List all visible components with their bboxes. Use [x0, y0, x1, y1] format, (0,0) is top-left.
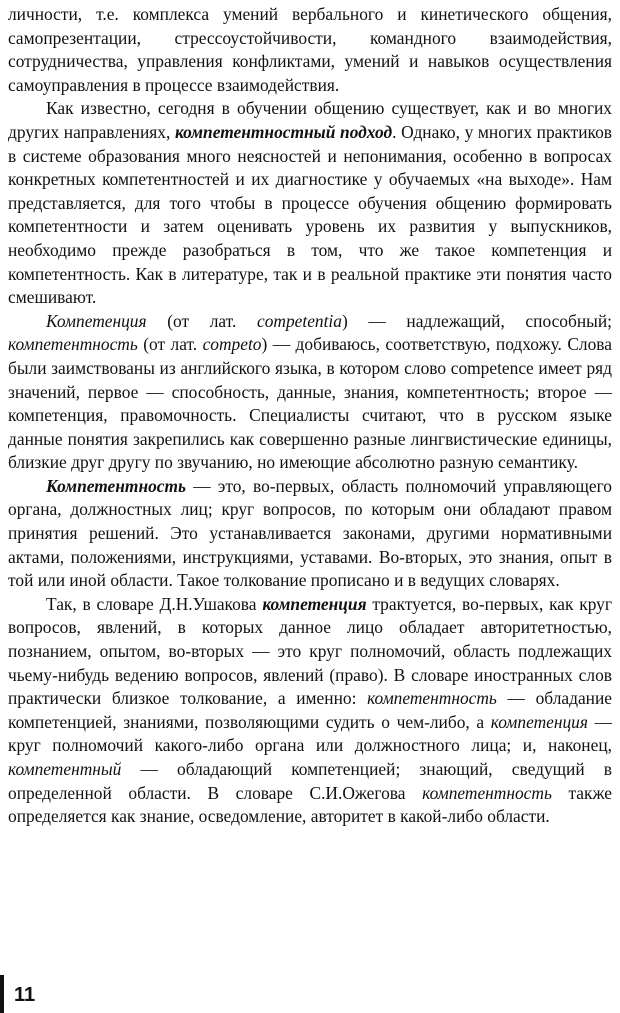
italic-term: компетентный — [8, 759, 122, 779]
text-run: — обладание компетенцией, знаниями, позволяющими судить о чем-либо, а — [8, 688, 612, 732]
body-text — [8, 3, 612, 829]
text-run: ) — надлежащий, способный; — [341, 310, 612, 331]
paragraph — [8, 593, 612, 829]
paragraph — [8, 97, 612, 309]
italic-term: competo — [202, 334, 262, 355]
text-run: — обладающий компетенцией; знающий, сведущий в определенной области. В словаре С.И.Ожегова — [8, 759, 612, 803]
paragraph — [8, 310, 612, 475]
text-run: трактуется, во-первых, как круг вопросов, явлений, в которых данное лицо обладает авторитетностью, познанием, опытом, во-вторых — это круг полномочий, область подлежащих чьему-нибудь ведению вопросов, явлений (право). В словаре иностранных слов практически близкое толкование, а именно: — [8, 593, 612, 709]
italic-term: компетентность — [8, 334, 138, 355]
paragraph — [8, 3, 612, 97]
text-run: Так, в словаре Д.Н.Ушакова — [46, 593, 263, 614]
margin-bar — [0, 975, 4, 1013]
italic-term: компетентность — [422, 782, 552, 803]
italic-term: Компетенция — [46, 310, 147, 331]
text-run: ) — добиваюсь, соответствую, подхожу. Слова были заимствованы из английского языка, в котором слово competence имеет ряд значений, первое — способность, данные, знания, компетентность; второе — компетенция, правомочность. Специалисты считают, что в русском языке данные понятия закрепились как совершенно разные лингвистические единицы, близкие друг другу по звучанию, но имеющие абсолютно разную семантику. — [8, 334, 612, 473]
text-run: (от лат. — [137, 334, 203, 355]
bold-italic-term: компетентностный подход — [174, 121, 393, 142]
bold-italic-term: компетенция — [262, 593, 367, 614]
text-run: — это, во-первых, область полномочий управляющего органа, должностных лиц; круг вопросов, по которым они обладают правом принятия решений. Это устанавливается законами, другими нормативными актами, положениями, инструкциями, уставами. Во-вторых, это знания, опыт в той или иной области. Такое толкование прописано и в ведущих словарях. — [8, 475, 612, 591]
text-run: также определяется как знание, осведомление, авторитет в какой-либо области. — [8, 782, 612, 827]
text-run: — круг полномочий какого-либо органа или должностного лица; и, наконец, — [8, 711, 612, 756]
page-number: 11 — [14, 984, 36, 1006]
italic-term: компетентность — [367, 688, 497, 709]
text-run: . Однако, у многих практиков в системе образования много неясностей и непонимания, особенно в вопросах конкретных компетентностей и их диагностике у обучаемых «на выходе». Нам представляется, для того чтобы в процессе обучения общению формировать компетентности и затем оценивать уровень их развития у выпускников, необходимо прежде разобраться в том, что же такое компетенция и компетентность. Как в литературе, так и в реальной практике эти понятия часто смешивают. — [8, 121, 612, 308]
italic-term: competentia — [256, 310, 342, 331]
text-run: личности, т.е. комплекса умений вербального и кинетического общения, самопрезентации, стрессоустойчивости, командного взаимодействия, сотрудничества, управления конфликтами, умений и навыков осуществления самоуправления в процессе взаимодействия. — [8, 4, 612, 95]
text-run: (от лат. — [146, 310, 257, 331]
paragraph — [8, 475, 612, 593]
italic-term: компетенция — [490, 711, 588, 732]
text-run: Как известно, сегодня в обучении общению существует, как и во многих других направлениях, — [8, 98, 612, 142]
bold-italic-term: Компетентность — [46, 475, 186, 496]
